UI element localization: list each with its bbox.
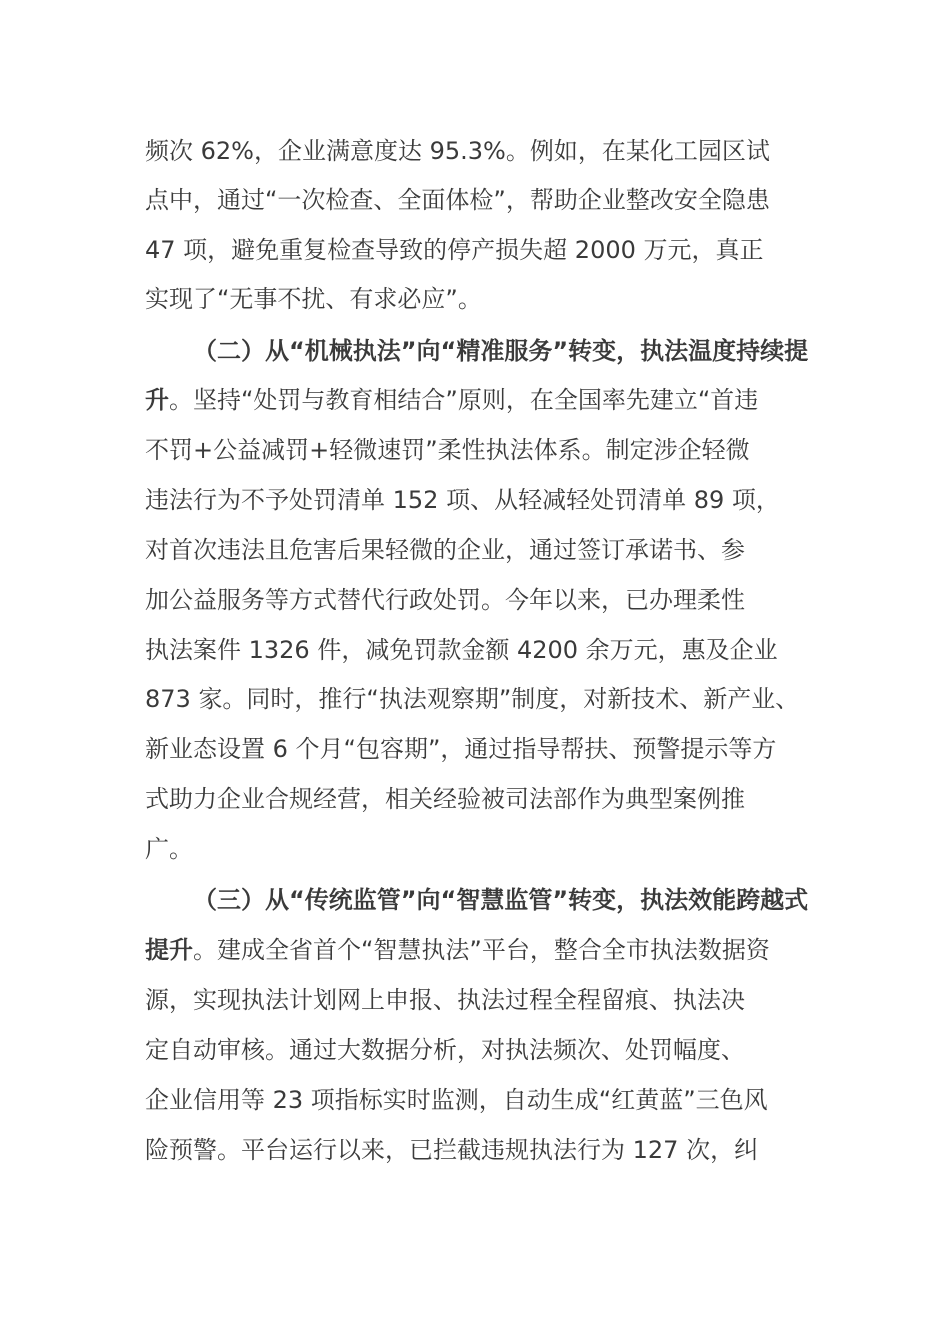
text-line: 47 项，避免重复检查导致的停产损失超 2000 万元，真正: [145, 236, 764, 264]
text-line: 实现了“无事不扰、有求必应”。: [145, 285, 482, 313]
section-heading-2: （二）从“机械执法”向“精准服务”转变，执法温度持续提: [193, 337, 809, 365]
text-line: 式助力企业合规经营，相关经验被司法部作为典型案例推: [145, 785, 745, 813]
text-segment: 。坚持“处罚与教育相结合”原则，在全国率先建立“首违: [169, 386, 759, 414]
text-line: 源，实现执法计划网上申报、执法过程全程留痕、执法决: [145, 986, 745, 1014]
text-line: 新业态设置 6 个月“包容期”，通过指导帮扶、预警提示等方: [145, 735, 777, 763]
text-line: 定自动审核。通过大数据分析，对执法频次、处罚幅度、: [145, 1036, 745, 1064]
text-line: 加公益服务等方式替代行政处罚。今年以来，已办理柔性: [145, 586, 745, 614]
text-line: 广。: [145, 835, 193, 863]
text-line: 点中，通过“一次检查、全面体检”，帮助企业整改安全隐患: [145, 186, 770, 214]
section-heading-2-tail: 升: [145, 386, 169, 414]
text-line: 873 家。同时，推行“执法观察期”制度，对新技术、新产业、: [145, 685, 800, 713]
text-line: 企业信用等 23 项指标实时监测，自动生成“红黄蓝”三色风: [145, 1086, 768, 1114]
section-heading-3-tail: 提升: [145, 936, 193, 964]
text-line: 频次 62%，企业满意度达 95.3%。例如，在某化工园区试: [145, 137, 770, 165]
section-heading-3: （三）从“传统监管”向“智慧监管”转变，执法效能跨越式: [193, 886, 809, 914]
text-line: [145, 930, 825, 970]
text-line: 对首次违法且危害后果轻微的企业，通过签订承诺书、参: [145, 536, 745, 564]
text-line: 违法行为不予处罚清单 152 项、从轻减轻处罚清单 89 项，: [145, 486, 780, 514]
text-line: 不罚+公益减罚+轻微速罚”柔性执法体系。制定涉企轻微: [145, 436, 750, 464]
text-line: 执法案件 1326 件，减免罚款金额 4200 余万元，惠及企业: [145, 636, 778, 664]
text-line: 险预警。平台运行以来，已拦截违规执法行为 127 次，纠: [145, 1136, 759, 1164]
text-segment: 。建成全省首个“智慧执法”平台，整合全市执法数据资: [193, 936, 770, 964]
text-line: [145, 380, 825, 420]
